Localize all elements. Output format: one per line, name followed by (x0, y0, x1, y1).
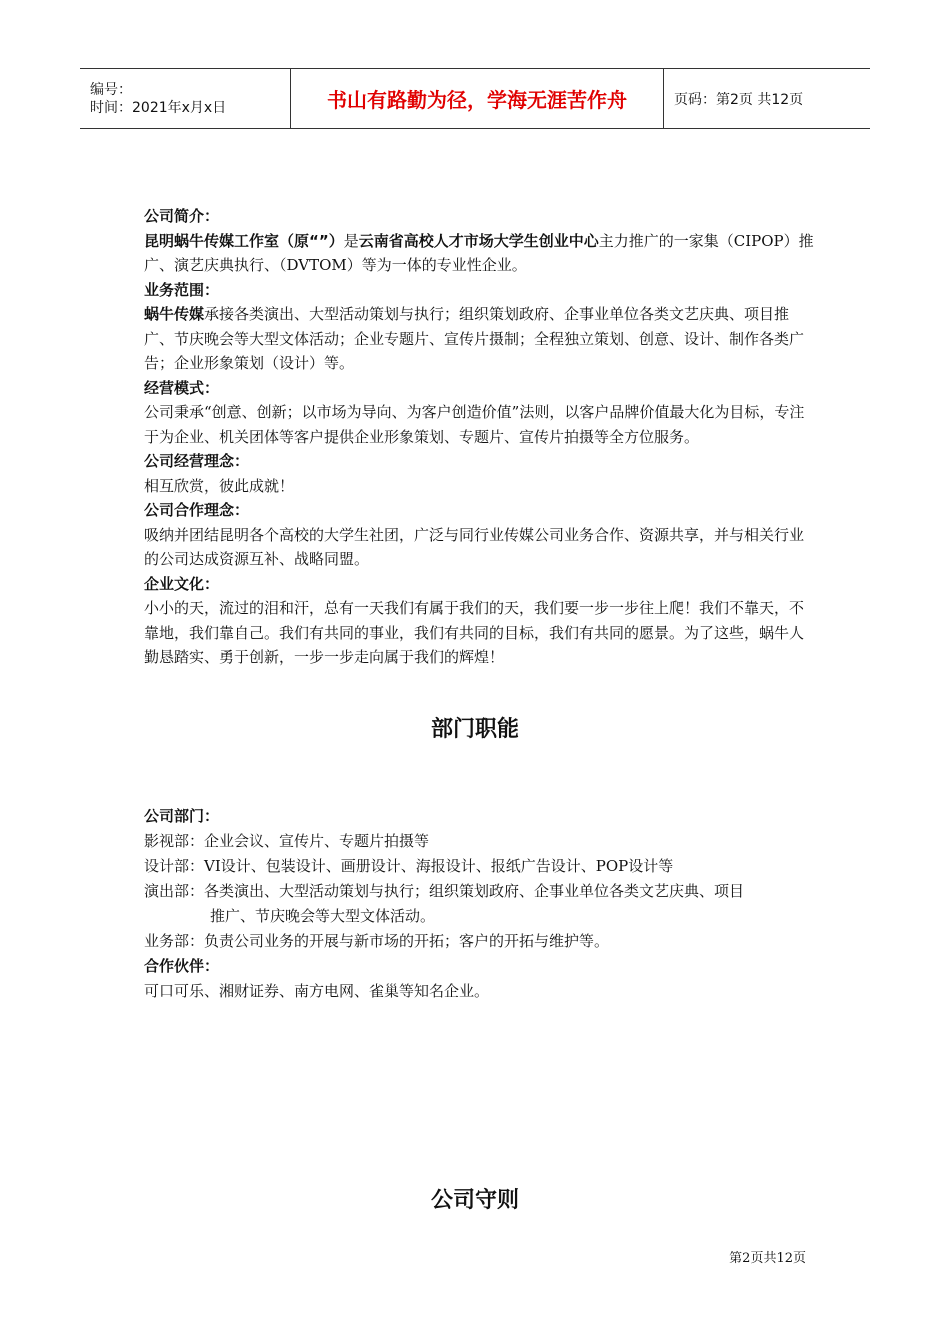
company-name: 昆明蜗牛传媒工作室（原“”） (144, 231, 344, 250)
philosophy-heading: 公司经营理念： (144, 452, 250, 470)
section-title-rules: 公司守则 (430, 1188, 519, 1213)
departments-section (144, 804, 816, 1004)
main-content (144, 204, 816, 670)
time-label: 时间：2021年x月x日 (90, 99, 227, 116)
cooperation-paragraph: 吸纳并团结昆明各个高校的大学生社团，广泛与同行业传媒公司业务合作、资源共享，并与相关行业的公司达成资源互补、战略同盟。 (144, 525, 805, 568)
dept-performance-line1: 演出部：各类演出、大型活动策划与执行；组织策划政府、企事业单位各类文艺庆典、项目 (144, 882, 745, 900)
scope-heading: 业务范围： (144, 280, 220, 299)
intro-heading: 公司简介： (144, 207, 220, 225)
header-table (80, 68, 870, 129)
departments-heading: 公司部门： (144, 807, 220, 825)
scope-paragraph (144, 302, 816, 376)
partners-paragraph: 可口可乐、湘财证券、南方电网、雀巢等知名企业。 (144, 982, 490, 1000)
number-label: 编号： (90, 81, 132, 98)
header-left-cell (80, 69, 291, 129)
dept-performance-line2: 推广、节庆晚会等大型文体活动。 (210, 907, 436, 925)
scope-text: 承接各类演出、大型活动策划与执行；组织策划政府、企事业单位各类文艺庆典、项目推广、节庆晚会等大型文体活动；企业专题片、宣传片摄制；全程独立策划、创意、设计、制作各类广告；企业形象策划（设计）等。 (144, 305, 805, 372)
philosophy-paragraph: 相互欣赏，彼此成就！ (144, 476, 295, 495)
header-motto: 书山有路勤为径，学海无涯苦作舟 (291, 69, 664, 129)
dept-film: 影视部：企业会议、宣传片、专题片拍摄等 (144, 832, 430, 850)
intro-is: 是 (343, 231, 359, 250)
brand-name: 蜗牛传媒 (144, 305, 205, 323)
cooperation-heading: 公司合作理念： (144, 501, 250, 519)
header-page-info: 页码：第2页 共12页 (664, 69, 871, 129)
culture-heading: 企业文化： (144, 574, 220, 593)
mode-paragraph: 公司秉承“创意、创新；以市场为导向、为客户创造价值”法则，以客户品牌价值最大化为目标，专注于为企业、机关团体等客户提供企业形象策划、专题片、宣传片拍摄等全方位服务。 (144, 403, 805, 446)
partners-heading: 合作伙伴： (144, 957, 220, 975)
intro-paragraph (144, 229, 816, 278)
dept-business: 业务部：负责公司业务的开展与新市场的开拓；客户的开拓与维护等。 (144, 932, 610, 950)
culture-paragraph: 小小的天，流过的泪和汗，总有一天我们有属于我们的天，我们要一步一步往上爬！我们不靠天，不靠地，我们靠自己。我们有共同的事业，我们有共同的目标，我们有共同的愿景。为了这些，蜗牛人勤恳踏实、勇于创新，一步一步走向属于我们的辉煌！ (144, 599, 805, 666)
page-footer: 第2页共12页 (729, 1251, 806, 1266)
center-name: 云南省高校人才市场大学生创业中心 (358, 231, 599, 250)
mode-heading: 经营模式： (144, 378, 220, 397)
intro-text: 主力推广的一家集（CIPOP）推广、演艺庆典执行、（DVTOM）等为一体的专业性企业。 (144, 231, 814, 274)
section-title-departments: 部门职能 (430, 717, 519, 742)
dept-design: 设计部：VI设计、包装设计、画册设计、海报设计、报纸广告设计、POP设计等 (144, 857, 674, 875)
